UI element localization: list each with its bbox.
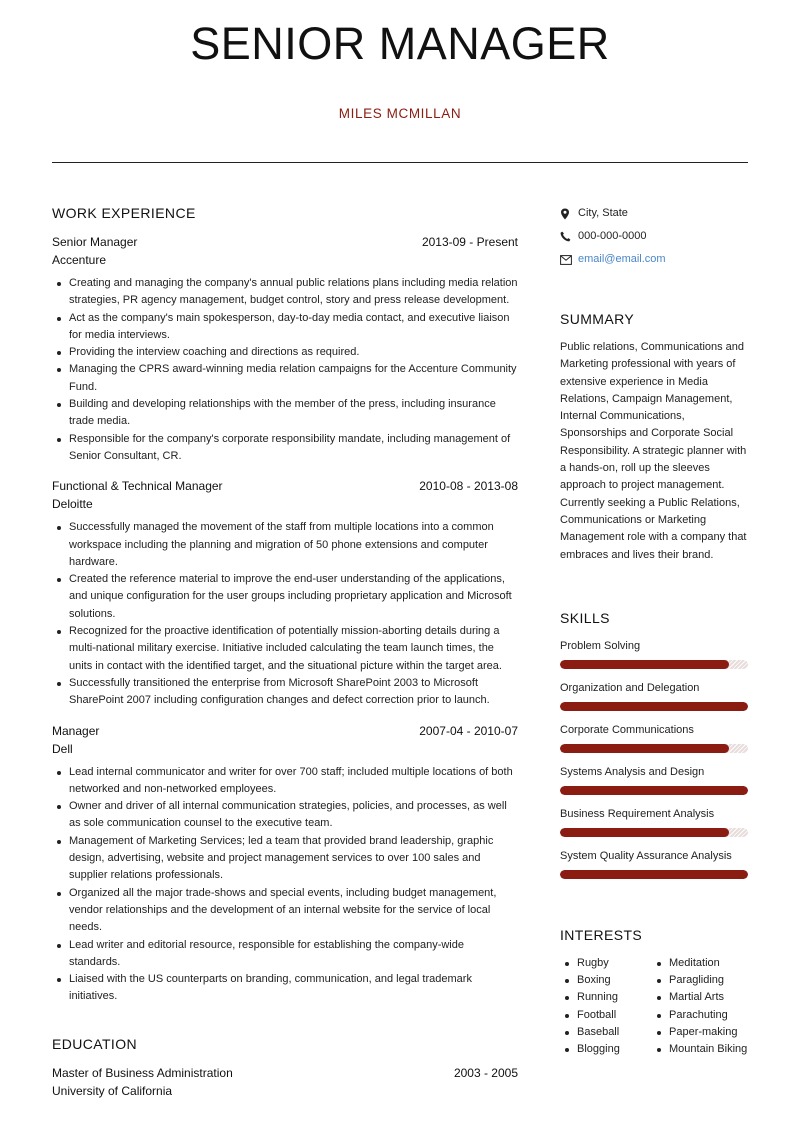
interests-heading: INTERESTS [560,926,643,943]
interest-item: Rugby [577,955,652,972]
summary-section [560,311,750,564]
interests-section [560,927,750,1059]
education-dates: 2003 - 2005 [453,1065,518,1080]
skill-name: Business Requirement Analysis [560,807,715,820]
interest-item: Mountain Biking [669,1041,748,1058]
interest-item: Paragliding [669,972,748,989]
interest-item: Boxing [577,972,652,989]
contact-phone [560,225,750,248]
job-bullets [52,519,518,709]
location-text: City, State [578,207,628,219]
skill-bar [560,870,748,879]
skills-heading: SKILLS [560,609,610,626]
job-bullets [52,764,518,1006]
job-bullet: Managing the CPRS award-winning media relation campaigns for the Accenture Community Fund. [69,361,518,396]
skill-bar [560,786,748,795]
job-bullet: Owner and driver of all internal communication strategies, policies, and processes, as well as sole communication counsel to the executive team. [69,798,518,833]
education-heading: EDUCATION [52,1035,138,1052]
envelope-icon [560,255,578,265]
job-title: Functional & Technical Manager [52,479,223,494]
job-bullet: Organized all the major trade-shows and special events, including budget management, vendor relationships and the development of an internal website for the service of local needs. [69,885,518,937]
skill-item [560,722,750,753]
phone-icon [560,231,578,242]
job-bullet: Created the reference material to improve the end-user understanding of the applications, and unique configuration for the user groups including proprietary application and Microsoft solutions. [69,571,518,623]
interest-list-right [652,955,748,1059]
side-column [560,202,750,1059]
skill-bar-fill [560,660,729,669]
interest-item: Paper-making [669,1024,748,1041]
summary-heading: SUMMARY [560,311,635,327]
job-bullet: Recognized for the proactive identification of potentially mission-aborting details during a multi-national military exercise. Initiative included calculating the team launch times, the units in contact with the identified target, and the situational picture within the target area. [69,623,518,675]
job-bullet: Lead internal communicator and writer for over 700 staff; included multiple locations of both networked and non-networked employees. [69,764,518,799]
skill-item [560,680,750,711]
contact-email[interactable] [560,248,750,271]
map-pin-icon [560,208,578,220]
job-dates: 2013-09 - Present [421,235,518,249]
skill-bar-fill [560,744,729,753]
main-column [52,205,518,1106]
contact-location [560,202,750,225]
summary-text: Public relations, Communications and Marketing professional with years of extensive experience in Media Relations, Campaign Management, Internal Communications, Sponsorships and Corporate Social Responsibility. A strategic planner with a hands-on, roll up the sleeves approach to project management. Currently seeking a Public Relations, Communications or Marketing Management role with a company that embraces and lives their brand. [560,341,747,561]
job-bullet: Management of Marketing Services; led a team that provided brand leadership, graphic design, advertising, website and project management services to over 100 sales and supplier relations professionals. [69,833,518,885]
job-bullet: Liaised with the US counterparts on branding, communication, and legal trademark initiatives. [69,971,518,1006]
job-bullet: Creating and managing the company's annual public relations plans including media relation strategies, PR agency management, budget control, story and press release development. [69,275,518,310]
job-bullet: Successfully managed the movement of the staff from multiple locations into a common workspace including the planning and migration of 50 phone extensions and computer hardware. [69,519,518,571]
interest-item: Running [577,989,652,1006]
job-bullet: Lead writer and editorial resource, responsible for establishing the company-wide standards. [69,937,518,972]
interest-item: Football [577,1007,652,1024]
degree: Master of Business Administration [52,1065,233,1080]
phone-text: 000-000-0000 [578,230,647,242]
skill-bar-fill [560,702,748,711]
interest-item: Martial Arts [669,989,748,1006]
job-entry [52,722,518,1006]
email-link[interactable]: email@email.com [578,253,666,265]
job-dates: 2010-08 - 2013-08 [419,479,518,494]
skill-name: Organization and Delegation [560,681,700,694]
skill-bar [560,702,748,711]
job-bullet: Providing the interview coaching and directions as required. [69,344,518,361]
job-company: Dell [52,741,73,756]
interest-item: Meditation [669,955,748,972]
skill-bar-fill [560,786,748,795]
skill-item [560,848,750,879]
interest-item: Baseball [577,1024,652,1041]
skill-name: Corporate Communications [560,723,694,736]
skills-section [560,610,750,879]
skill-name: System Quality Assurance Analysis [560,849,732,862]
skill-bar-fill [560,870,748,879]
skill-bar [560,828,748,837]
skill-item [560,638,750,669]
job-dates: 2007-04 - 2010-07 [419,723,518,738]
job-entry [52,233,518,465]
skill-name: Problem Solving [560,639,641,652]
job-bullet: Responsible for the company's corporate responsibility mandate, including management of Senior Consultant, CR. [69,431,518,466]
skill-name: Systems Analysis and Design [560,765,705,778]
interest-list-left [560,955,652,1059]
job-company: Deloitte [52,497,93,512]
page-title: SENIOR MANAGER [190,18,610,69]
header-divider [52,162,748,163]
job-bullet: Act as the company's main spokesperson, day-to-day media contact, and executive liaison for media interviews. [69,310,518,345]
skill-bar [560,660,748,669]
interest-item: Blogging [577,1041,652,1058]
job-bullet: Building and developing relationships with the member of the press, including insurance trade media. [69,396,518,431]
job-title: Senior Manager [52,235,138,249]
interest-item: Parachuting [669,1007,748,1024]
skill-bar [560,744,748,753]
job-company: Accenture [52,253,107,267]
work-experience-heading: WORK EXPERIENCE [52,205,196,221]
person-name: MILES MCMILLAN [338,106,462,121]
job-entry [52,477,518,709]
skill-item [560,764,750,795]
job-bullets [52,275,518,465]
education-section [52,1036,518,1100]
job-bullet: Successfully transitioned the enterprise from Microsoft SharePoint 2003 to Microsoft SharePoint 2007 including configuration changes and defect correction prior to launch. [69,675,518,710]
job-title: Manager [52,723,100,738]
skill-item [560,806,750,837]
skill-bar-fill [560,828,729,837]
school: University of California [52,1083,173,1098]
